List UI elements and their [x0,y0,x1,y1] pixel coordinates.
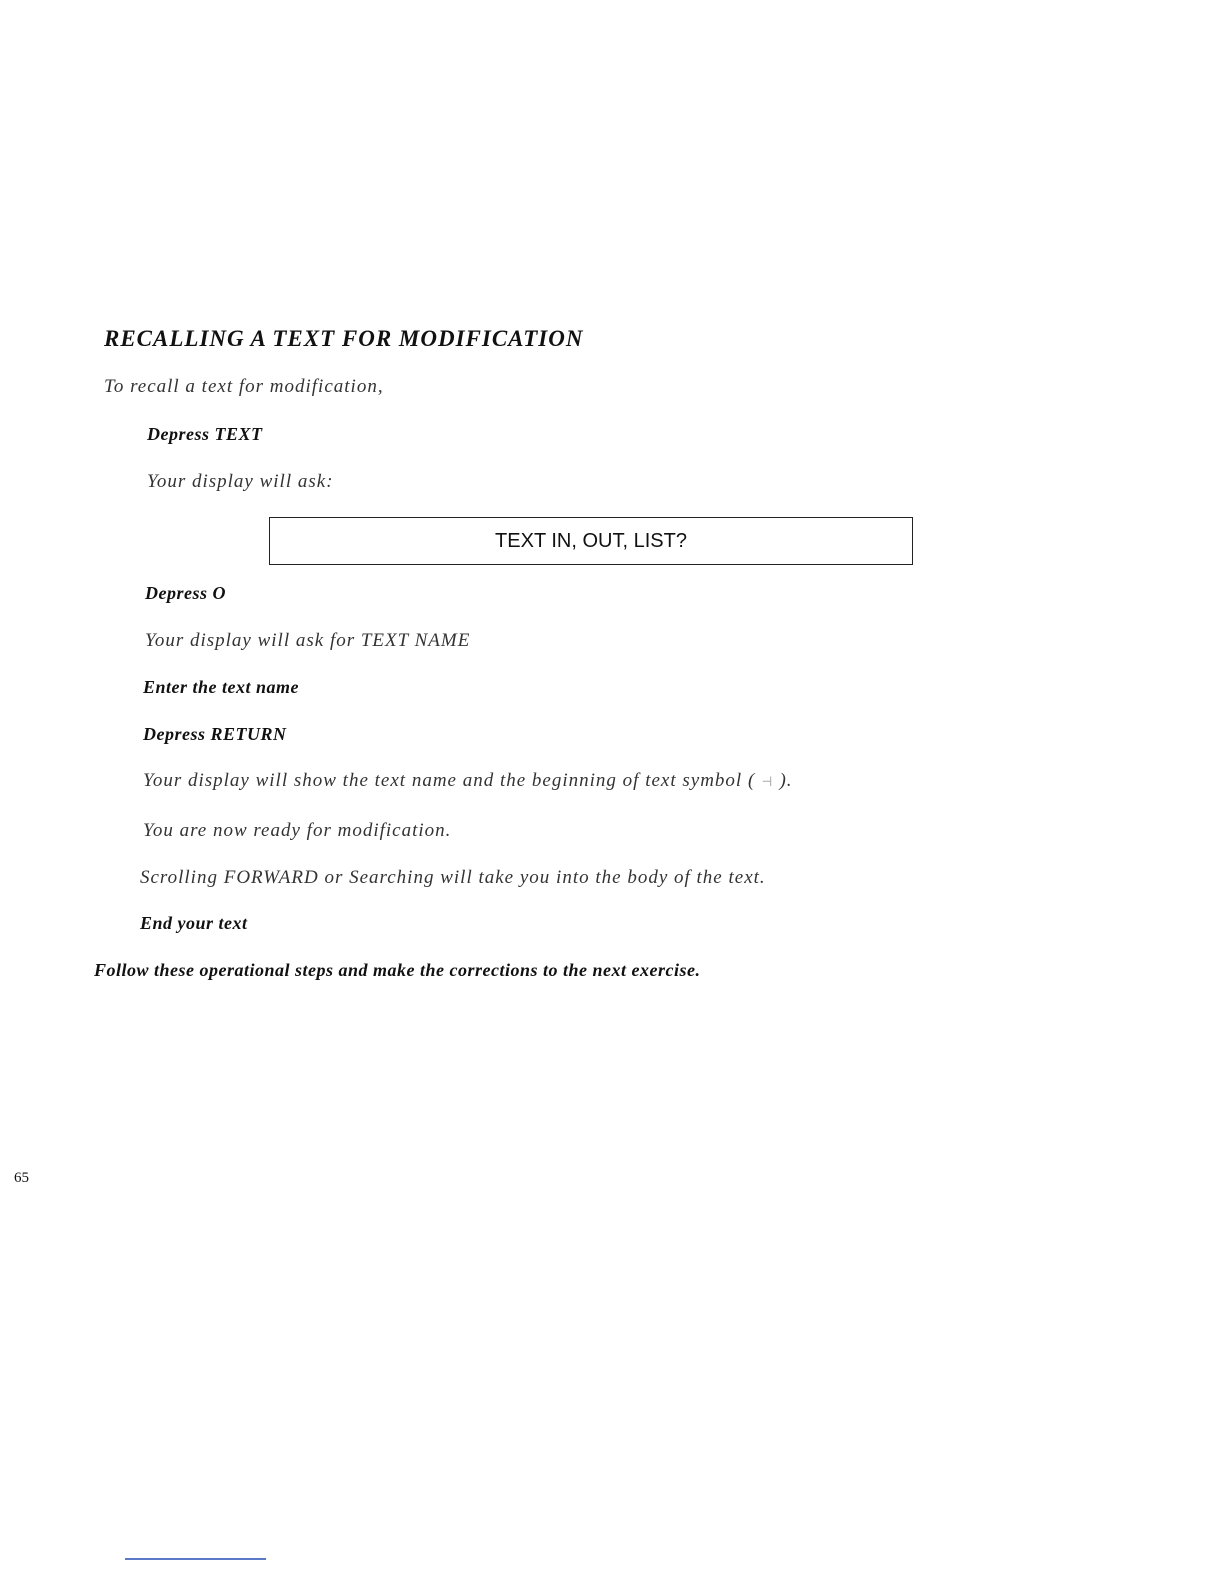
step-depress-text: Depress TEXT [147,424,263,444]
display-prompt-box [269,517,913,565]
step-ready: You are now ready for modification. [143,820,452,841]
step-ask-name: Your display will ask for TEXT NAME [145,630,471,651]
page-number: 65 [14,1170,29,1186]
footer-instruction: Follow these operational steps and make the corrections to the next exercise. [94,960,701,980]
page-title: RECALLING A TEXT FOR MODIFICATION [104,326,584,351]
step-display-ask: Your display will ask: [147,471,334,492]
step-end-text: End your text [140,913,248,933]
bottom-rule [125,1558,266,1560]
step-depress-o: Depress O [145,583,226,603]
step-scrolling: Scrolling FORWARD or Searching will take you into the body of the text. [140,867,766,888]
step-enter-name: Enter the text name [143,677,300,697]
step-show-name [143,770,793,792]
display-prompt-text: TEXT IN, OUT, LIST? [495,530,687,552]
beginning-of-text-symbol-icon: ⊣ [761,774,774,789]
step-depress-return: Depress RETURN [143,724,287,744]
intro-text: To recall a text for modification, [104,376,384,397]
show-name-prefix: Your display will show the text name and the beginning of text symbol ( [143,770,756,791]
show-name-suffix: ). [779,770,793,791]
